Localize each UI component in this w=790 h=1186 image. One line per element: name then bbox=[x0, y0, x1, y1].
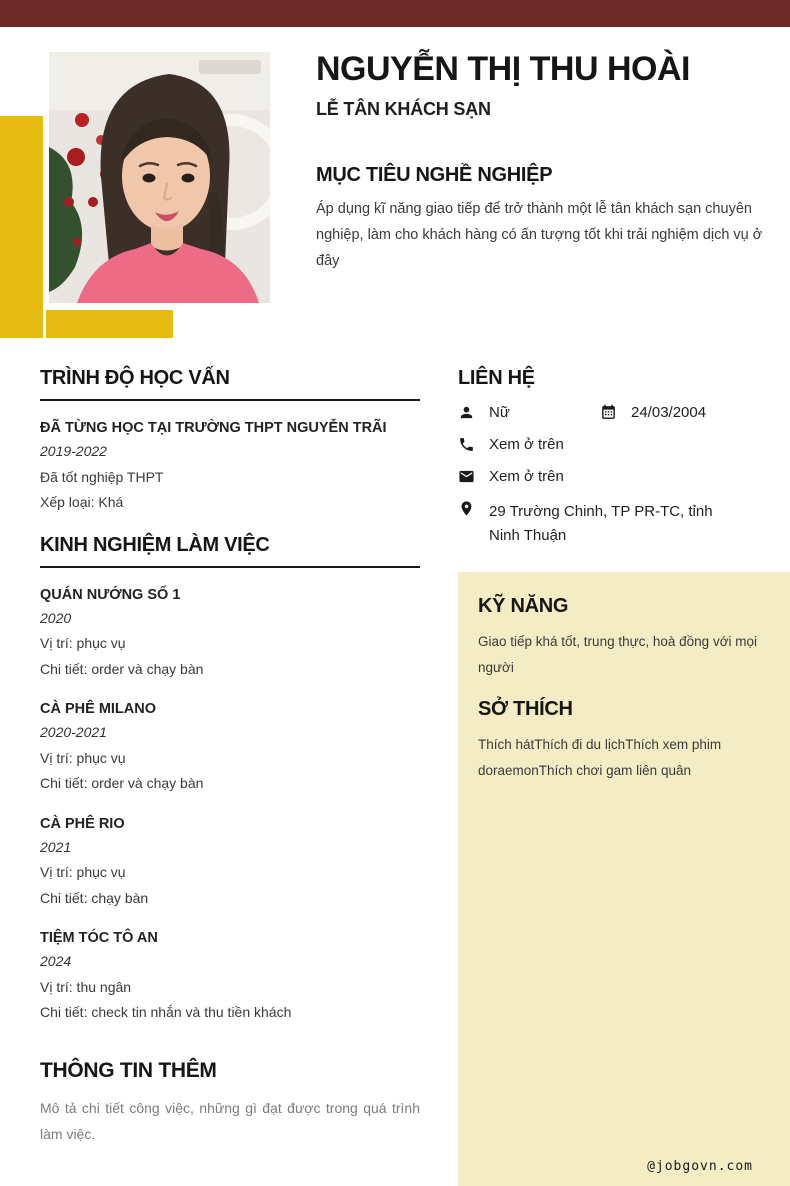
calendar-icon bbox=[600, 404, 617, 421]
job-position: Vị trí: phục vụ bbox=[40, 864, 126, 880]
location-icon bbox=[458, 500, 475, 517]
email-icon bbox=[458, 468, 475, 485]
job-name: TIỆM TÓC TÔ AN bbox=[40, 930, 158, 946]
top-accent-bar bbox=[0, 0, 790, 27]
job-details: Chi tiết: order và chạy bàn bbox=[40, 660, 204, 677]
birthday-value: 24/03/2004 bbox=[631, 404, 707, 421]
contact-row-gender-birthday bbox=[458, 404, 770, 422]
experience-entry bbox=[40, 584, 420, 683]
contact-row-phone bbox=[458, 436, 770, 454]
experience-entry bbox=[40, 927, 420, 1026]
job-position: Vị trí: phục vụ bbox=[40, 635, 126, 651]
job-name: QUÁN NƯỚNG SỐ 1 bbox=[40, 586, 181, 603]
main-column bbox=[40, 367, 420, 1147]
contact-heading: LIÊN HỆ bbox=[458, 367, 535, 389]
job-details: Chi tiết: order và chạy bàn bbox=[40, 775, 204, 791]
additional-info-text: Mô tả chi tiết công việc, những gì đạt được trong quá trình làm việc. bbox=[40, 1099, 420, 1142]
person-name: NGUYỄN THỊ THU HOÀI bbox=[316, 50, 690, 88]
section-divider bbox=[40, 566, 420, 568]
education-heading: TRÌNH ĐỘ HỌC VẤN bbox=[40, 367, 230, 389]
experience-heading: KINH NGHIỆM LÀM VIỆC bbox=[40, 533, 270, 556]
gender-cell bbox=[458, 404, 600, 422]
experience-entry bbox=[40, 698, 420, 797]
objective-text: Áp dụng kĩ năng giao tiếp để trở thành một lễ tân khách sạn chuyên nghiệp, làm cho khách hàng có ấn tượng tốt khi trải nghiệm dịch vụ ở đây bbox=[316, 201, 763, 269]
phone-icon bbox=[458, 436, 475, 453]
phone-value: Xem ở trên bbox=[489, 436, 564, 453]
yellow-accent-vertical bbox=[0, 116, 43, 338]
gender-value: Nữ bbox=[489, 404, 510, 421]
job-years: 2021 bbox=[40, 838, 72, 855]
skills-hobbies-box bbox=[458, 572, 790, 1186]
education-years: 2019-2022 bbox=[40, 443, 107, 459]
education-school: ĐÃ TỪNG HỌC TẠI TRƯỜNG THPT NGUYỄN TRÃI bbox=[40, 420, 387, 436]
hobbies-heading: SỞ THÍCH bbox=[478, 698, 573, 720]
profile-photo bbox=[49, 52, 270, 303]
job-years: 2024 bbox=[40, 953, 72, 969]
contact-section bbox=[458, 367, 770, 562]
contact-rows bbox=[458, 404, 770, 548]
job-details: Chi tiết: check tin nhắn và thu tiền khách bbox=[40, 1004, 292, 1020]
education-entry bbox=[40, 417, 420, 516]
education-rank: Xếp loại: Khá bbox=[40, 494, 124, 510]
additional-info-heading: THÔNG TIN THÊM bbox=[40, 1058, 217, 1082]
yellow-accent-horizontal bbox=[46, 310, 173, 338]
job-position: Vị trí: phục vụ bbox=[40, 749, 126, 766]
contact-row-address bbox=[458, 500, 770, 548]
section-divider bbox=[40, 399, 420, 401]
email-value: Xem ở trên bbox=[489, 468, 564, 485]
address-value: 29 Trường Chinh, TP PR-TC, tỉnh Ninh Thuận bbox=[489, 503, 713, 544]
portrait-illustration bbox=[49, 52, 270, 303]
experience-entry bbox=[40, 813, 420, 912]
birthday-cell bbox=[600, 404, 706, 422]
person-job-title: LỄ TÂN KHÁCH SẠN bbox=[316, 99, 491, 119]
objective-heading: MỤC TIÊU NGHỀ NGHIỆP bbox=[316, 164, 553, 186]
education-result: Đã tốt nghiệp THPT bbox=[40, 468, 164, 485]
watermark: @jobgovn.com bbox=[647, 1159, 753, 1174]
job-years: 2020-2021 bbox=[40, 724, 107, 740]
contact-row-email bbox=[458, 468, 770, 486]
skills-heading: KỸ NĂNG bbox=[478, 595, 569, 617]
person-icon bbox=[458, 404, 475, 421]
job-years: 2020 bbox=[40, 609, 72, 626]
header bbox=[316, 50, 771, 274]
job-name: CÀ PHÊ MILANO bbox=[40, 701, 156, 717]
job-name: CÀ PHÊ RIO bbox=[40, 815, 125, 832]
skills-text: Giao tiếp khá tốt, trung thực, hoà đồng với mọi người bbox=[478, 634, 758, 675]
job-details: Chi tiết: chạy bàn bbox=[40, 889, 149, 906]
job-position: Vị trí: thu ngân bbox=[40, 978, 132, 995]
hobbies-text: Thích hátThích đi du lịchThích xem phim doraemonThích chơi gam liên quân bbox=[478, 737, 722, 778]
